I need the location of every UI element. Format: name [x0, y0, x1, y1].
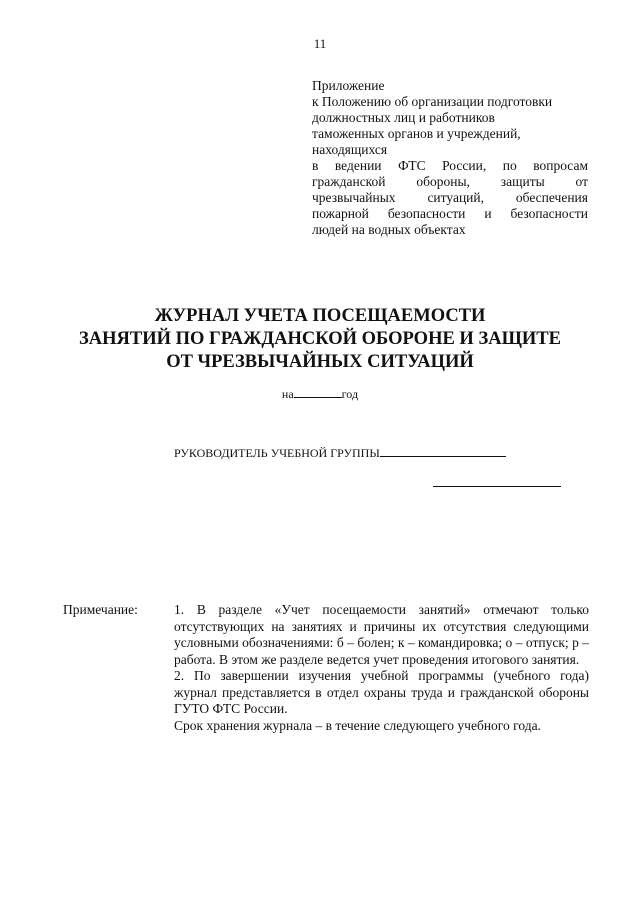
- appendix-line: к Положению об организации подготовки: [312, 94, 553, 109]
- year-line: [0, 385, 640, 402]
- appendix-line: гражданской обороны, защиты от: [312, 174, 588, 189]
- group-leader-blank: [380, 444, 506, 457]
- document-title: [0, 305, 640, 374]
- appendix-line: Приложение: [312, 78, 385, 93]
- signature-line: [433, 486, 561, 487]
- group-leader-line: [174, 444, 506, 461]
- appendix-line: чрезвычайных ситуаций, обеспечения: [312, 190, 588, 205]
- title-line: ЖУРНАЛ УЧЕТА ПОСЕЩАЕМОСТИ: [154, 306, 486, 326]
- note-paragraph: 2. По завершении изучения учебной программы (учебного года) журнал представляется в отдел охраны труда и гражданской обороны ГУТО ФТС России.: [174, 668, 589, 716]
- appendix-line: пожарной безопасности и безопасности: [312, 206, 588, 221]
- note-body: [174, 602, 589, 734]
- group-leader-label: РУКОВОДИТЕЛЬ УЧЕБНОЙ ГРУППЫ: [174, 446, 380, 460]
- appendix-line: людей на водных объектах: [312, 222, 466, 237]
- title-line: ОТ ЧРЕЗВЫЧАЙНЫХ СИТУАЦИЙ: [166, 352, 474, 372]
- note-paragraph: Срок хранения журнала – в течение следующего учебного года.: [174, 717, 541, 733]
- appendix-line: должностных лиц и работников: [312, 110, 495, 125]
- year-suffix: год: [341, 387, 359, 401]
- note-paragraph: 1. В разделе «Учет посещаемости занятий» отмечают только отсутствующих на занятиях и причины их отсутствия следующими условными обозначениями: б – болен; к – командировка; о – отпуск; р – работа. В этом же разделе ведется учет проведения итогового занятия.: [174, 602, 589, 667]
- appendix-line: в ведении ФТС России, по вопросам: [312, 158, 588, 173]
- appendix-line: находящихся: [312, 142, 388, 157]
- note-label: Примечание:: [63, 602, 138, 617]
- appendix-block: [312, 78, 588, 238]
- page-number: 11: [313, 36, 327, 51]
- title-line: ЗАНЯТИЙ ПО ГРАЖДАНСКОЙ ОБОРОНЕ И ЗАЩИТЕ: [79, 329, 561, 349]
- appendix-line: таможенных органов и учреждений,: [312, 126, 521, 141]
- year-prefix: на: [281, 387, 294, 401]
- year-blank: [294, 385, 342, 398]
